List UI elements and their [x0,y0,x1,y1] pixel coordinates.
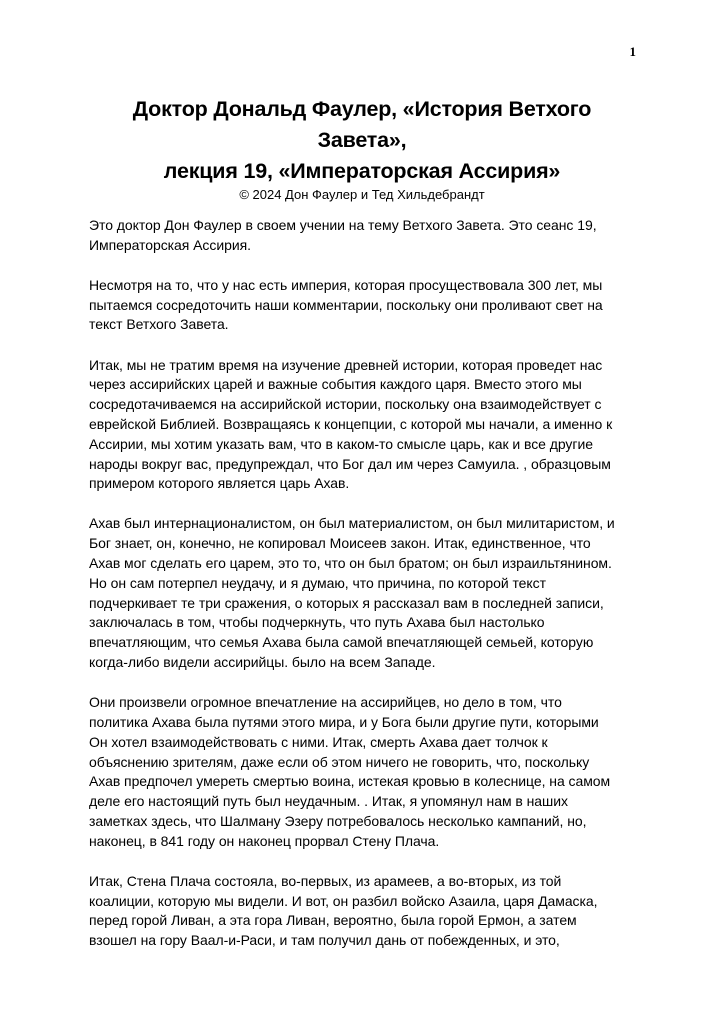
text-line: пытаемся сосредоточить наши комментарии, поскольку они проливают свет на [89,296,603,313]
text-line: примером которого является царь Ахав. [89,475,350,492]
text-line: Ахав предпочел умереть смертью воина, истекая кровью в колеснице, на самом [89,773,611,790]
text-line: заключалась в том, чтобы подчеркнуть, что путь Ахава был настолько [89,614,545,631]
text-line: Бог знает, он, конечно, не копировал Моисеев закон. Итак, единственное, что [89,535,591,552]
paragraph-4 [89,514,649,672]
text-line: Ахав был интернационалистом, он был материалистом, он был милитаристом, и [89,515,615,532]
text-line: когда-либо видели ассирийцы. было на всем Западе. [89,654,436,671]
paragraph-2 [89,276,649,335]
text-line: Итак, мы не тратим время на изучение древней истории, которая проведет нас [89,356,603,373]
text-line: Они произвели огромное впечатление на ассирийцев, но дело в том, что [89,694,562,711]
text-line: взошел на гору Ваал-и-Раси, и там получил дань от побежденных, и это, [89,932,560,949]
text-line: еврейской Библией. Возвращаясь к концепции, с которой мы начали, а именно к [89,415,613,432]
text-line: Несмотря на то, что у нас есть империя, которая просуществовала 300 лет, мы [89,276,603,293]
text-line: Императорская Ассирия. [89,236,251,253]
text-line: текст Ветхого Завета. [89,316,229,333]
paragraph-5 [89,693,649,851]
text-line: перед горой Ливан, а эта гора Ливан, вероятно, была горой Ермон, а затем [89,912,577,929]
document-body [89,216,649,971]
text-line: сосредотачиваемся на ассирийской истории, поскольку она взаимодействует с [89,396,602,413]
text-line: деле его настоящий путь был неудачным. . Итак, я упомянул нам в наших [89,793,568,810]
text-line: заметках здесь, что Шалману Эзеру потребовалось несколько кампаний, но, [89,812,587,829]
paragraph-3 [89,356,649,495]
text-line: объяснению зрителям, даже если об этом ничего не говорить, что, поскольку [89,753,590,770]
paragraph-6 [89,872,649,951]
text-line: через ассирийских царей и важные события каждого царя. Вместо этого мы [89,376,582,393]
text-line: Итак, Стена Плача состояла, во-первых, из арамеев, а во-вторых, из той [89,872,562,889]
page-number: 1 [629,44,636,59]
text-line: наконец, в 841 году он наконец прорвал Стену Плача. [89,832,440,849]
title-line-1: Доктор Дональд Фаулер, «История Ветхого [132,97,592,121]
text-line: впечатляющим, что семья Ахава была самой впечатляющей семьей, которую [89,634,594,651]
title-line-2: Завета», [317,128,407,152]
text-line: коалиции, которую мы видели. И вот, он разбил войско Азаила, царя Дамаска, [89,892,598,909]
title-line-3: лекция 19, «Императорская Ассирия» [163,159,561,183]
text-line: Ахав мог сделать его царем, это то, что он был братом; он был израильтянином. [89,555,612,572]
text-line: политика Ахава была путями этого мира, и у Бога были другие пути, которыми [89,713,599,730]
text-line: подчеркивает те три сражения, о которых я рассказал вам в последней записи, [89,594,604,611]
paragraph-1 [89,216,649,256]
text-line: Ассирии, мы хотим указать вам, что в каком-то смысле царь, как и все другие [89,435,593,452]
text-line: Он хотел взаимодействовать с ними. Итак, смерть Ахава дает толчок к [89,733,548,750]
text-line: народы вокруг вас, предупреждал, что Бог дал им через Самуила. , образцовым [89,455,611,472]
text-line: Это доктор Дон Фаулер в своем учении на тему Ветхого Завета. Это сеанс 19, [89,217,597,233]
copyright-line: © 2024 Дон Фаулер и Тед Хильдебрандт [239,187,485,202]
document-header [80,94,644,203]
text-line: Но он сам потерпел неудачу, и я думаю, что причина, по которой текст [89,574,546,591]
